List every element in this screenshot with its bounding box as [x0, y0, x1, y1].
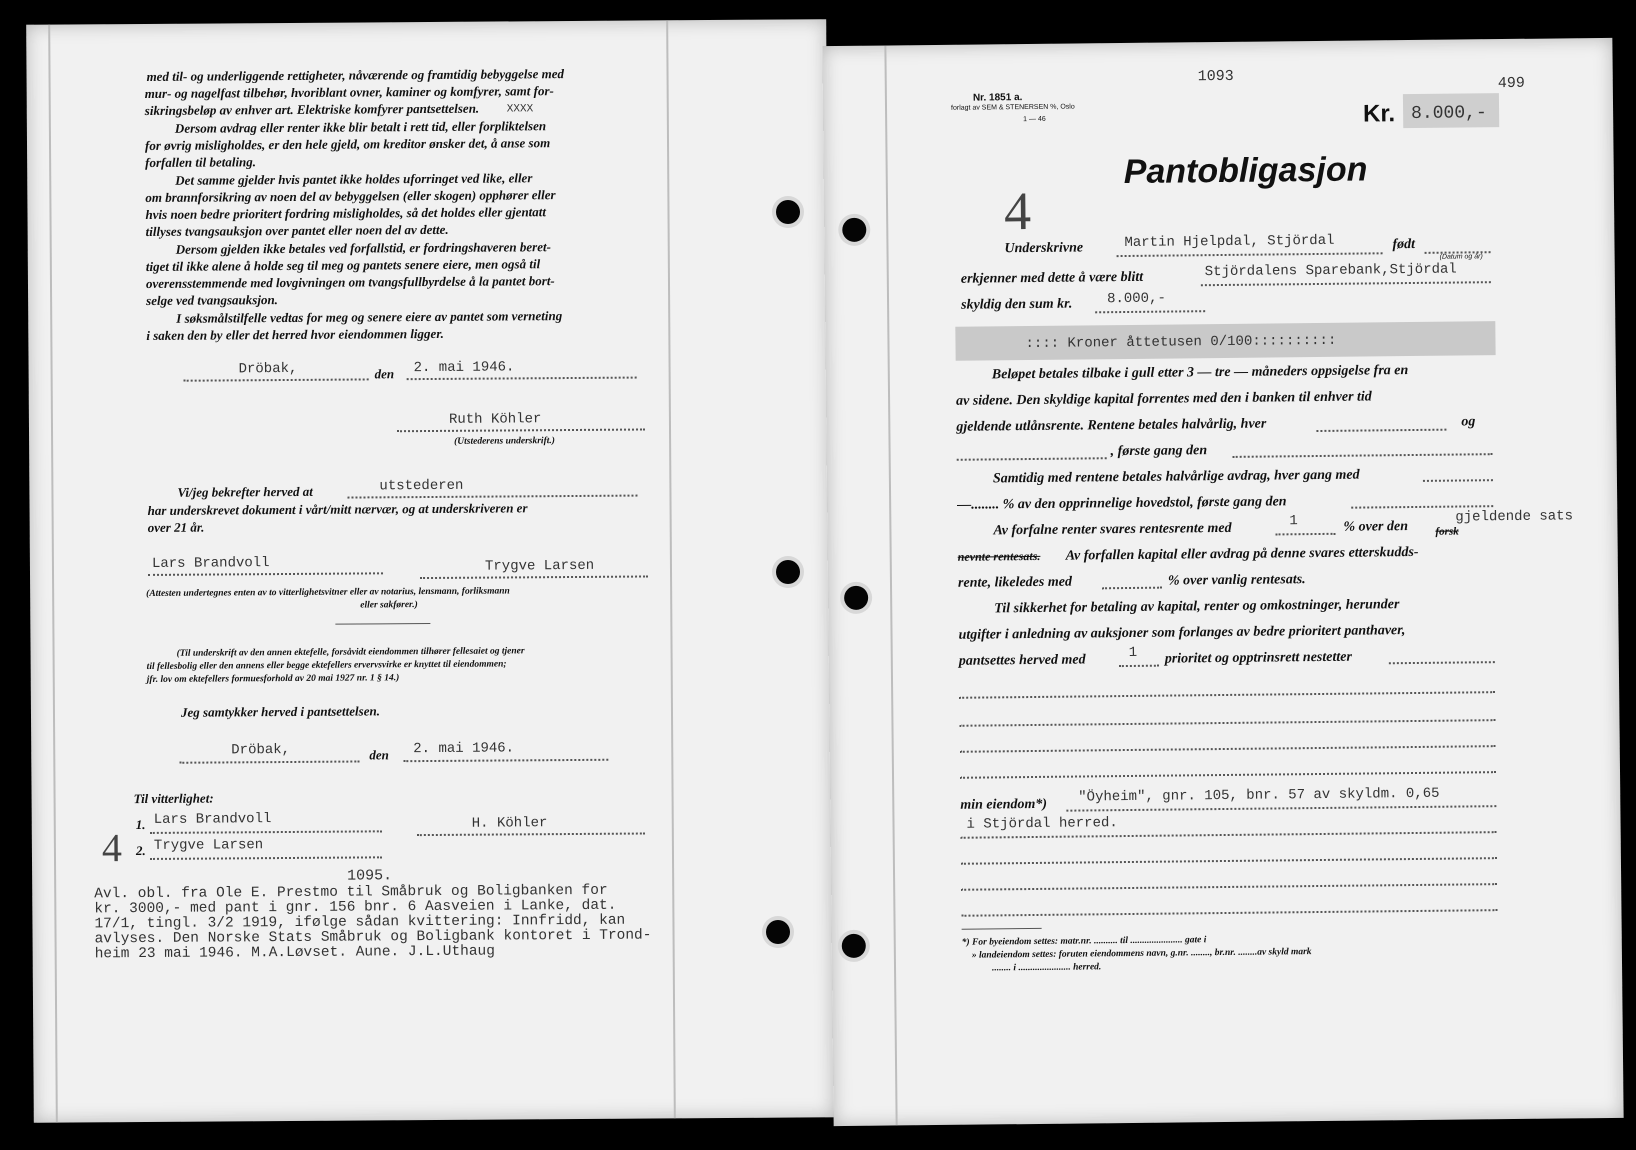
record-line-3: 17/1, tingl. 3/2 1919, ifølge sådan kvittering: Innfridd, kan [94, 912, 626, 933]
page-number-right: 499 [1497, 74, 1525, 93]
witness-b-dots [420, 575, 648, 579]
blank-line-6 [961, 883, 1497, 891]
v1-name: Lars Brandvoll [153, 811, 272, 828]
v1-num: 1. [135, 816, 146, 833]
undersk-dots [1117, 252, 1383, 257]
para2-line-2: for øvrig misligholdes, er den hele gjeld, om kreditor ønsker det, å anse som [144, 135, 551, 153]
date1: 2. mai 1946. [413, 359, 515, 377]
blank-line-3 [960, 745, 1496, 753]
date2: 2. mai 1946. [413, 740, 515, 758]
top-paragraph-line-2: mur- og nagelfast tilbehør, hvoriblant ovner, kaminer og komfyrer, samt for- [144, 83, 554, 101]
top-paragraph-line-1: med til- og underliggende rettigheter, nåværende og framtidig bebyggelse med [146, 66, 564, 84]
left-page [26, 19, 834, 1123]
spouse-note-line-2: til fellesbolig eller den annens eller begge ektefellers ervervsvirke er knyttet til eiendommen; [146, 659, 507, 672]
nevnte-struck: nevnte rentesats. [957, 548, 1041, 564]
attest-note-line-2: eller sakfører.) [360, 600, 418, 611]
erkj-value: Stjördalens Sparebank,Stjördal [1204, 261, 1457, 281]
signature1-caption: (Utstederens underskrift.) [454, 436, 555, 447]
form-number: Nr. 1851 a. [972, 92, 1023, 104]
nestetter-dots [1389, 661, 1495, 664]
para3-line-3: hvis noen bedre prioritert fordring misligholdes, så det holdes eller gjentatt [145, 204, 547, 222]
over-den-struck: forsk [1435, 525, 1459, 538]
record-line-1: Avl. obl. fra Ole E. Prestmo til Småbruk og Boligbanken for [94, 882, 608, 903]
hovedstol-dots [1351, 505, 1493, 508]
hver-dots [1316, 429, 1446, 432]
attest-dots [347, 495, 637, 499]
place1: Dröbak, [238, 360, 298, 378]
skyldig-value: 8.000,- [1106, 290, 1166, 308]
attest-line-3: over 21 år. [147, 519, 205, 535]
den-label-2: den [369, 747, 389, 763]
para2-line-1: Dersom avdrag eller renter ikke blir betalt i rett tid, eller forpliktelsen [174, 118, 547, 136]
body-line-9: Av forfallen kapital eller avdrag på denne svares etterskudds- [1065, 544, 1419, 564]
margin-mark: 4 [101, 825, 123, 871]
body-line-14: pantsettes herved med [958, 652, 1086, 669]
skyldig-label: skyldig den sum kr. [961, 296, 1073, 313]
erkj-label: erkjenner med dette å være blitt [960, 269, 1144, 287]
undersk-value: Martin Hjelpdal, Stjördal [1124, 232, 1335, 252]
body-line-11: % over vanlig rentesats. [1167, 572, 1306, 589]
body-line-4: , første gang den [1110, 443, 1208, 460]
punch-hole [842, 218, 866, 242]
eiendom-dots-2 [961, 831, 1497, 839]
publisher-sub: 1 — 46 [1023, 115, 1046, 124]
vitterlighet-label: Til vitterlighet: [133, 790, 214, 807]
spouse-note-line-1: (Til underskrift av den annen ektefelle, forsåvidt eiendommen tilhører fellesaiet og tjener [176, 646, 525, 659]
witness-a: Lars Brandvoll [151, 555, 270, 572]
blank-line-2 [959, 719, 1495, 727]
v2-dots [150, 856, 382, 860]
body-line-2: av sidene. Den skyldige kapital forrentes med den i banken til enhver tid [956, 389, 1372, 409]
punch-hole [776, 560, 800, 584]
attest-divider [335, 623, 430, 625]
eiendom-dots-1 [1066, 805, 1496, 812]
likeledes-dots [1102, 587, 1162, 590]
komfyrer-insert: XXXX [506, 103, 534, 116]
blank-line-7 [961, 909, 1497, 917]
erkj-dots [1201, 281, 1491, 286]
spouse-note-line-3: jfr. lov om ektefellers formuesforhold av 20 mai 1927 nr. 1 § 14.) [146, 673, 400, 685]
v1-dots [150, 830, 382, 834]
right-page [822, 38, 1623, 1126]
footnote-line-3: ........ i ...................... herred. [991, 962, 1102, 974]
body-line-12: Til sikkerhet for betaling av kapital, renter og omkostninger, herunder [994, 597, 1400, 617]
right-margin-line [884, 45, 897, 1125]
para5-line-1: I søksmålstilfelle vedtas for meg og senere eiere av pantet som verneting [176, 308, 563, 326]
attest-value: utstederen [379, 477, 464, 495]
para4-line-4: selge ved tvangsauksjon. [146, 292, 278, 308]
body-line-8: % over den [1343, 519, 1409, 535]
attest-line-1: Vi/jeg bekrefter herved at [177, 483, 313, 500]
witness-b: Trygve Larsen [484, 557, 595, 575]
sum-words: :::: Kroner åttetusen 0/100:::::::::: [1025, 332, 1337, 353]
forste-gang-date-dots [1233, 453, 1493, 458]
left-margin-line [48, 25, 58, 1123]
eiendom-label: min eiendom*) [960, 796, 1048, 813]
undersk-label: Underskrivne [1004, 240, 1084, 257]
attest-note-line-1: (Attesten undertegnes enten av to vitterlighetsvitner eller av notarius, lensmann, forliksmann [146, 586, 510, 599]
body-line-3: gjeldende utlånsrente. Rentene betales halvårlig, hver [956, 416, 1267, 435]
signature1: Ruth Köhler [448, 411, 542, 428]
place2: Dröbak, [231, 741, 291, 759]
consent-text: Jeg samtykker herved i pantsettelsen. [180, 703, 380, 720]
rentesrente-value: 1 [1289, 513, 1298, 530]
para3-line-2: om brannforsikring av noen del av bebyggelsen (eller skogen) opphører eller [145, 187, 556, 205]
signature1-dots [397, 428, 645, 432]
para3-line-4: tillyses tvangsauksjon over pantet eller noen del av dette. [145, 221, 449, 239]
fold-line [666, 20, 676, 1118]
para5-line-2: i saken den by eller det herred hvor eiendommen ligger. [146, 325, 444, 343]
body-line-5: Samtidig med rentene betales halvårlige avdrag, hver gang med [992, 467, 1360, 487]
top-paragraph-line-3: sikringsbeløp av enhver art. Elektriske komfyrer pantsettelsen. [144, 100, 480, 118]
punch-hole [844, 586, 868, 610]
punch-hole [766, 920, 790, 944]
para4-line-3: overensstemmende med lovgivningen om tvangsfullbyrdelse å la pantet bort- [145, 273, 555, 291]
skyldig-dots [1095, 310, 1205, 313]
body-line-15: prioritet og opptrinsrett nestetter [1164, 649, 1352, 667]
rentesrente-dots [1275, 533, 1335, 536]
para2-line-3: forfallen til betaling. [145, 154, 257, 170]
prioritet-dots [1119, 665, 1159, 667]
v2-name: Trygve Larsen [153, 837, 264, 854]
fodt-label: født [1392, 236, 1416, 253]
v1-sig-dots [417, 833, 645, 837]
para3-line-1: Det samme gjelder hvis pantet ikke holdes uforringet ved like, eller [175, 170, 533, 188]
eiendom-value-1: "Öyheim", gnr. 105, bnr. 57 av skyldm. 0,65 [1078, 785, 1440, 806]
record-number: 1095. [347, 867, 393, 885]
attest-line-2: har underskrevet dokument i vårt/mitt nærvær, og at underskriveren er [147, 500, 528, 518]
fodt-caption: (Datum og år) [1439, 253, 1483, 261]
avdrag-dots [1423, 479, 1493, 482]
footnote-line-1: *) For byeiendom settes: matr.nr. .......... til ...................... gate i [961, 935, 1207, 948]
date2-dots [403, 759, 608, 762]
place1-dots [184, 378, 369, 381]
body-line-10: rente, likeledes med [957, 574, 1072, 591]
place2-dots [179, 760, 359, 763]
footnote-line-2: » landeiendom settes: foruten eiendommens navn, g.nr. ........, br.nr. ........av skyld mark [971, 947, 1312, 961]
blank-line-4 [960, 771, 1496, 779]
footnote-divider [962, 928, 1042, 930]
witness-a-dots [148, 572, 383, 576]
record-line-4: avlyses. Den Norske Stats Småbruk og Boligbank kontoret i Trond- [94, 927, 652, 948]
para4-line-1: Dersom gjelden ikke betales ved forfallstid, er fordringshaveren beret- [175, 239, 551, 257]
punch-hole [842, 934, 866, 958]
v2-num: 2. [135, 842, 146, 859]
document-title: Pantobligasjon [1123, 150, 1368, 192]
v1-signature: H. Köhler [471, 815, 548, 832]
body-line-1: Beløpet betales tilbake i gull etter 3 — tre — måneders oppsigelse fra en [991, 363, 1409, 383]
big-mark: 4 [1003, 180, 1032, 242]
page-number-center: 1093 [1197, 67, 1234, 86]
body-line-6: —........ % av den opprinnelige hovedstol, første gang den [957, 494, 1287, 513]
record-line-5: heim 23 mai 1946. M.A.Løvset. Aune. J.L.Uthaug [94, 943, 495, 963]
body-line-13: utgifter i anledning av auksjoner som forlanges av bedre prioritert panthaver, [958, 623, 1406, 643]
og-word: og [1461, 414, 1476, 430]
prioritet-value: 1 [1128, 644, 1138, 661]
publisher: forlagt av SEM & STENERSEN %, Oslo [950, 103, 1075, 112]
blank-line-1 [959, 691, 1495, 699]
body-line-7: Av forfalne renter svares rentesrente med [993, 520, 1232, 539]
amount: 8.000,- [1411, 103, 1487, 125]
gjeldende-typed: gjeldende sats [1455, 508, 1574, 526]
den-label-1: den [374, 366, 395, 382]
punch-hole [776, 200, 800, 224]
blank-line-5 [961, 857, 1497, 865]
forste-gang-dots [957, 457, 1107, 461]
kr-label: Kr. [1362, 100, 1396, 128]
eiendom-value-2: i Stjördal herred. [966, 815, 1118, 833]
para4-line-2: tiget til ikke alene å holde seg til meg og pantets senere eiere, men også til [145, 256, 541, 274]
record-line-2: kr. 3000,- med pant i gnr. 156 bnr. 6 Aasveien i Lanke, dat. [94, 897, 617, 918]
date1-dots [407, 377, 637, 381]
